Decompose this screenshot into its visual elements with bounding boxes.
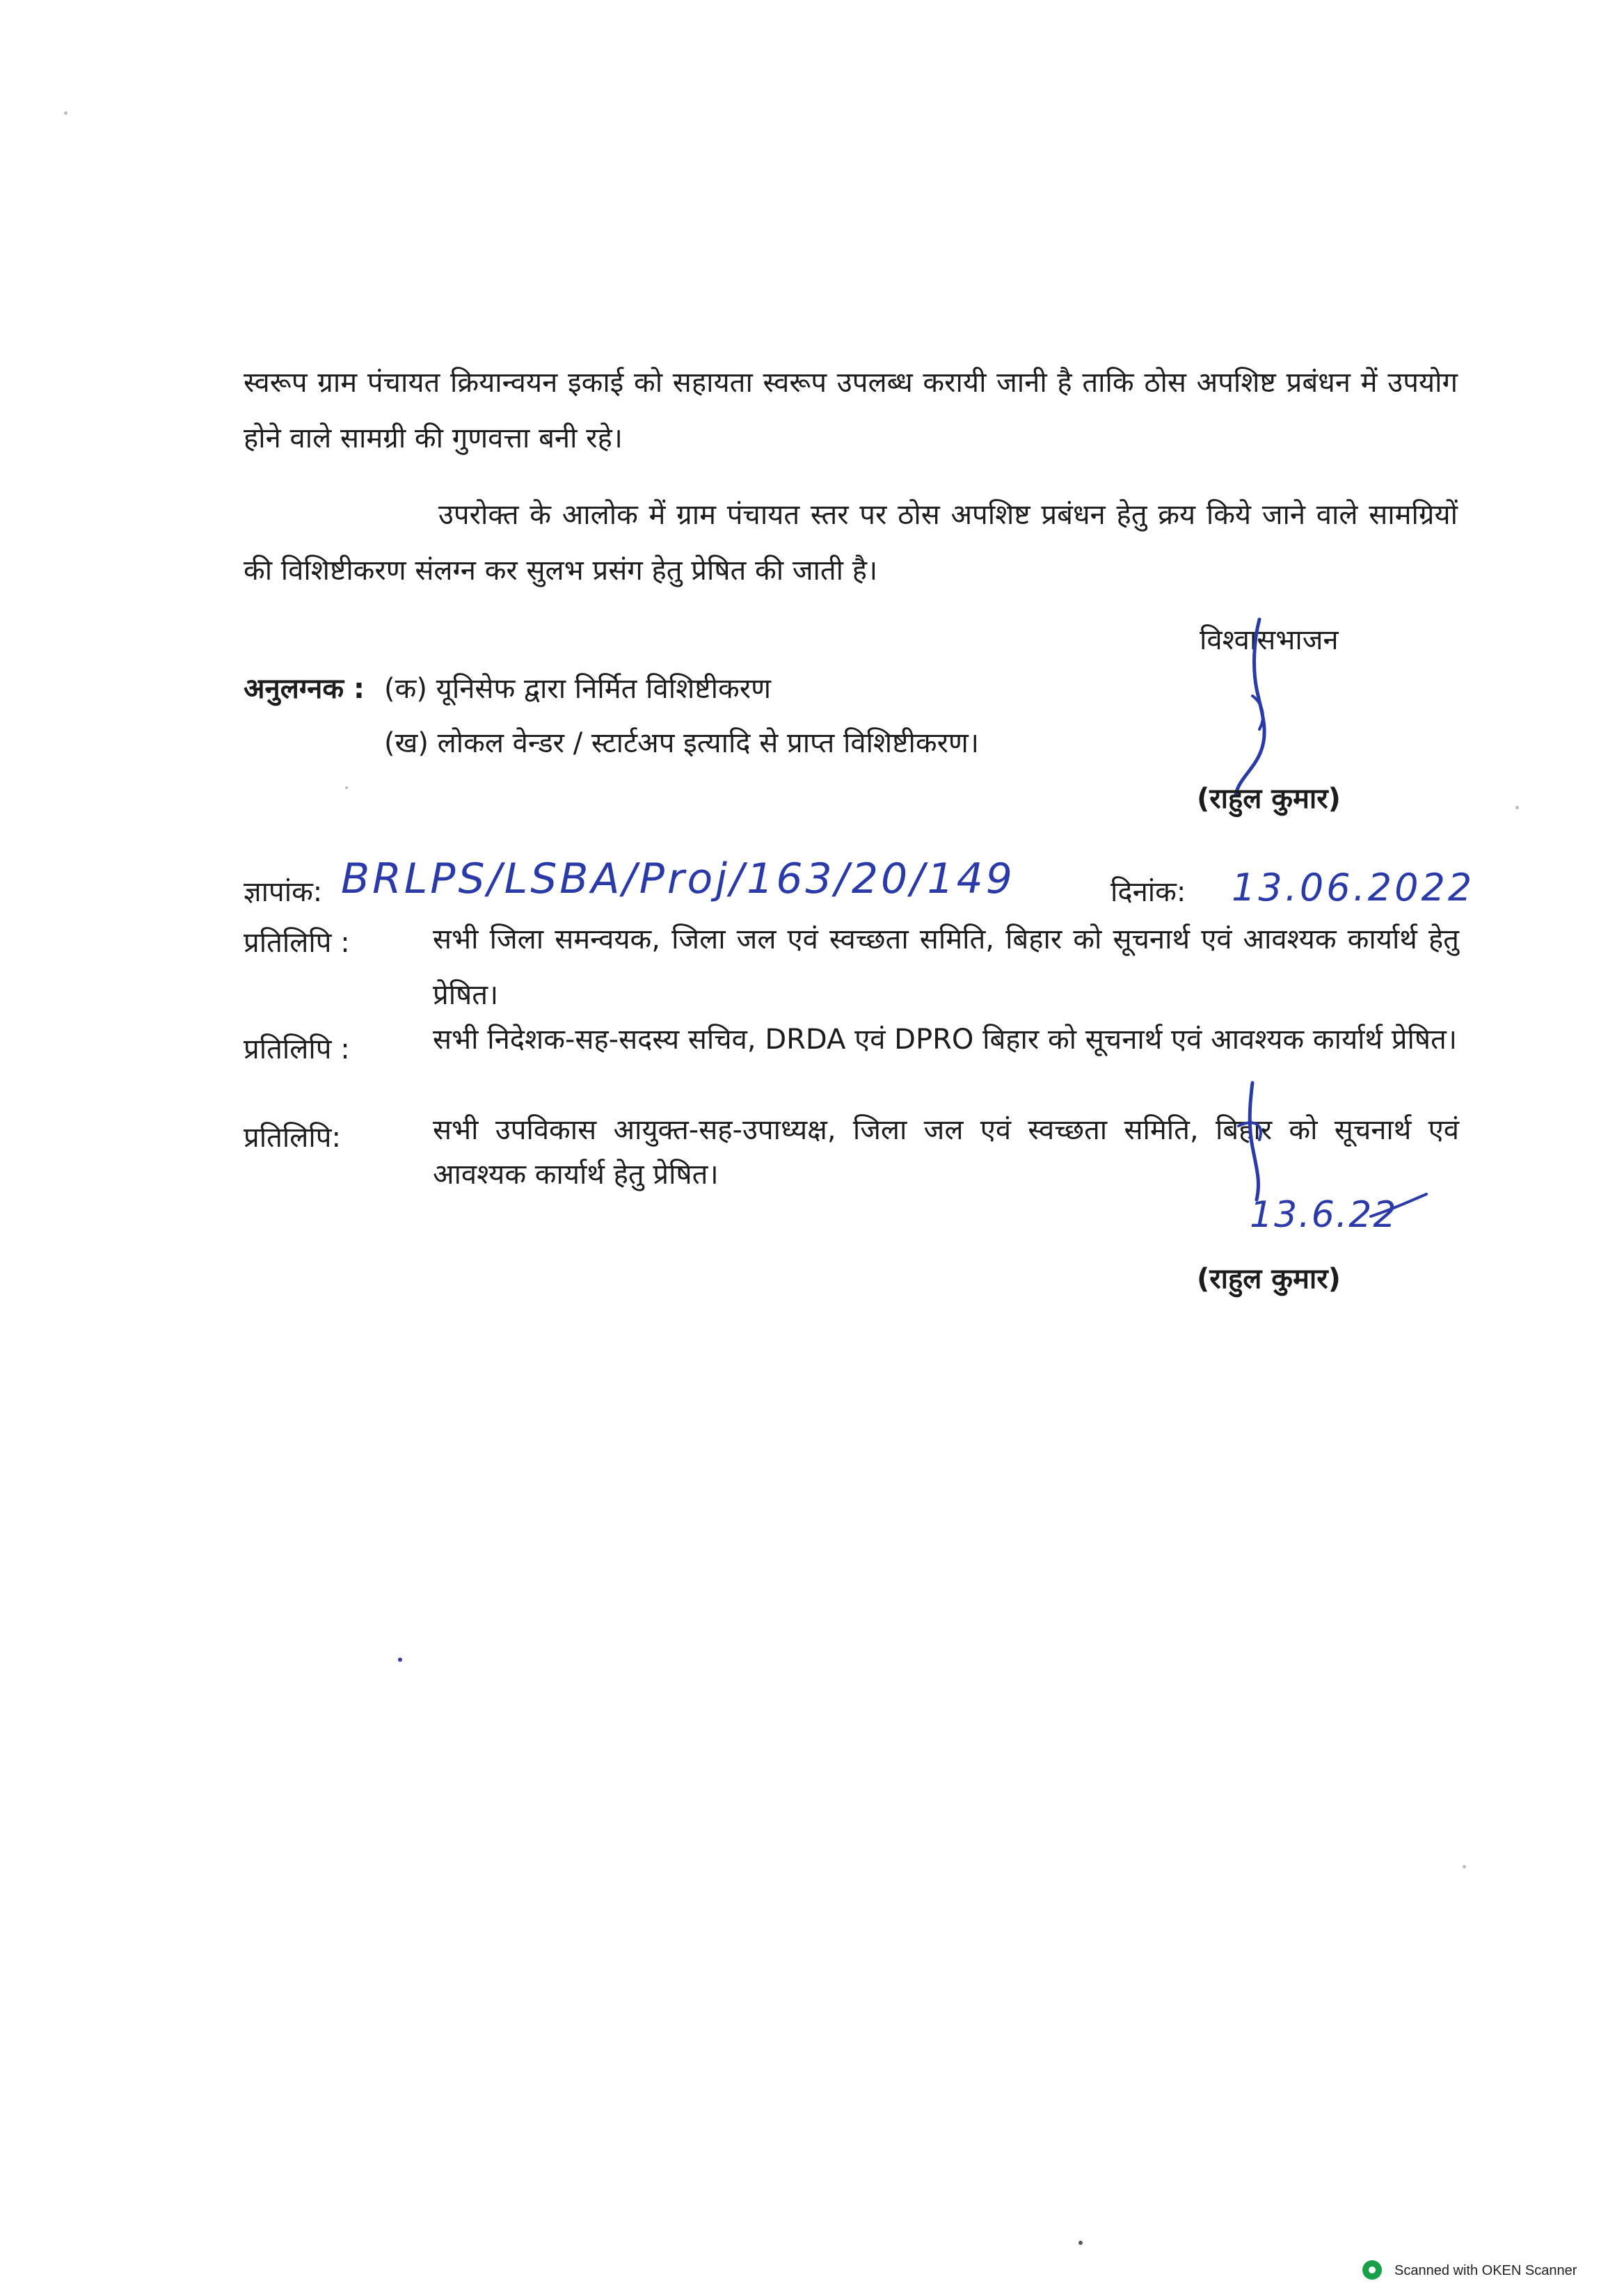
scan-speck [1078,2241,1083,2245]
valediction: विश्वासभाजन [1200,624,1339,656]
scan-speck [1463,1865,1466,1868]
copy-text-1: सभी जिला समन्वयक, जिला जल एवं स्वच्छता समिति, बिहार को सूचनार्थ एवं आवश्यक कार्यार्थ हेतु प्रेषित। [433,923,1459,1011]
signature-1-graphic [1211,612,1294,807]
scan-speck [1515,806,1519,809]
copy-label-3: प्रतिलिपि: [244,1122,341,1154]
attachments-label: अनुलग्नक : [244,673,365,705]
oken-scanner-logo-icon [1362,2260,1382,2280]
date-label: दिनांक: [1110,876,1186,908]
copy-label-1: प्रतिलिपि : [244,927,350,959]
body-paragraph-2: उपरोक्त के आलोक में ग्राम पंचायत स्तर पर ठोस अपशिष्ट प्रबंधन हेतु क्रय किये जाने वाले सामग्रियों की विशिष्टीकरण संलग्न कर सुलभ प्रसंग हेतु प्रेषित की जाती है। [244,499,1458,587]
memo-number: BRLPS/LSBA/Proj/163/20/149 [341,855,1015,903]
signatory-name-1: (राहुल कुमार) [1197,783,1341,815]
copy-label-2: प्रतिलिपि : [244,1033,350,1065]
scan-speck [345,786,348,789]
date-value: 13.06.2022 [1232,866,1475,910]
memo-label: ज्ञापांक: [244,876,323,908]
attachment-item-b: (ख) लोकल वेन्डर / स्टार्टअप इत्यादि से प्राप्त विशिष्टीकरण। [384,727,980,759]
body-paragraph-1: स्वरूप ग्राम पंचायत क्रियान्वयन इकाई को सहायता स्वरूप उपलब्ध करायी जानी है ताकि ठोस अपशिष्ट प्रबंधन में उपयोग होने वाले सामग्री की गुणवत्ता बनी रहे। [244,367,1458,454]
signature-date: 13.6.22 [1250,1194,1398,1236]
scan-speck [64,111,67,115]
copy-text-3: सभी उपविकास आयुक्त-सह-उपाध्यक्ष, जिला जल एवं स्वच्छता समिति, बिहार को सूचनार्थ एवं आवश्यक कार्यार्थ हेतु प्रेषित। [433,1114,1459,1191]
signatory-name-2: (राहुल कुमार) [1197,1263,1341,1295]
scan-speck [398,1658,402,1662]
attachment-item-a: (क) यूनिसेफ द्वारा निर्मित विशिष्टीकरण [384,673,772,705]
scanner-stamp: Scanned with OKEN Scanner [1394,2263,1577,2278]
copy-text-2: सभी निदेशक-सह-सदस्य सचिव, DRDA एवं DPRO बिहार को सूचनार्थ एवं आवश्यक कार्यार्थ प्रेषित। [433,1024,1457,1056]
